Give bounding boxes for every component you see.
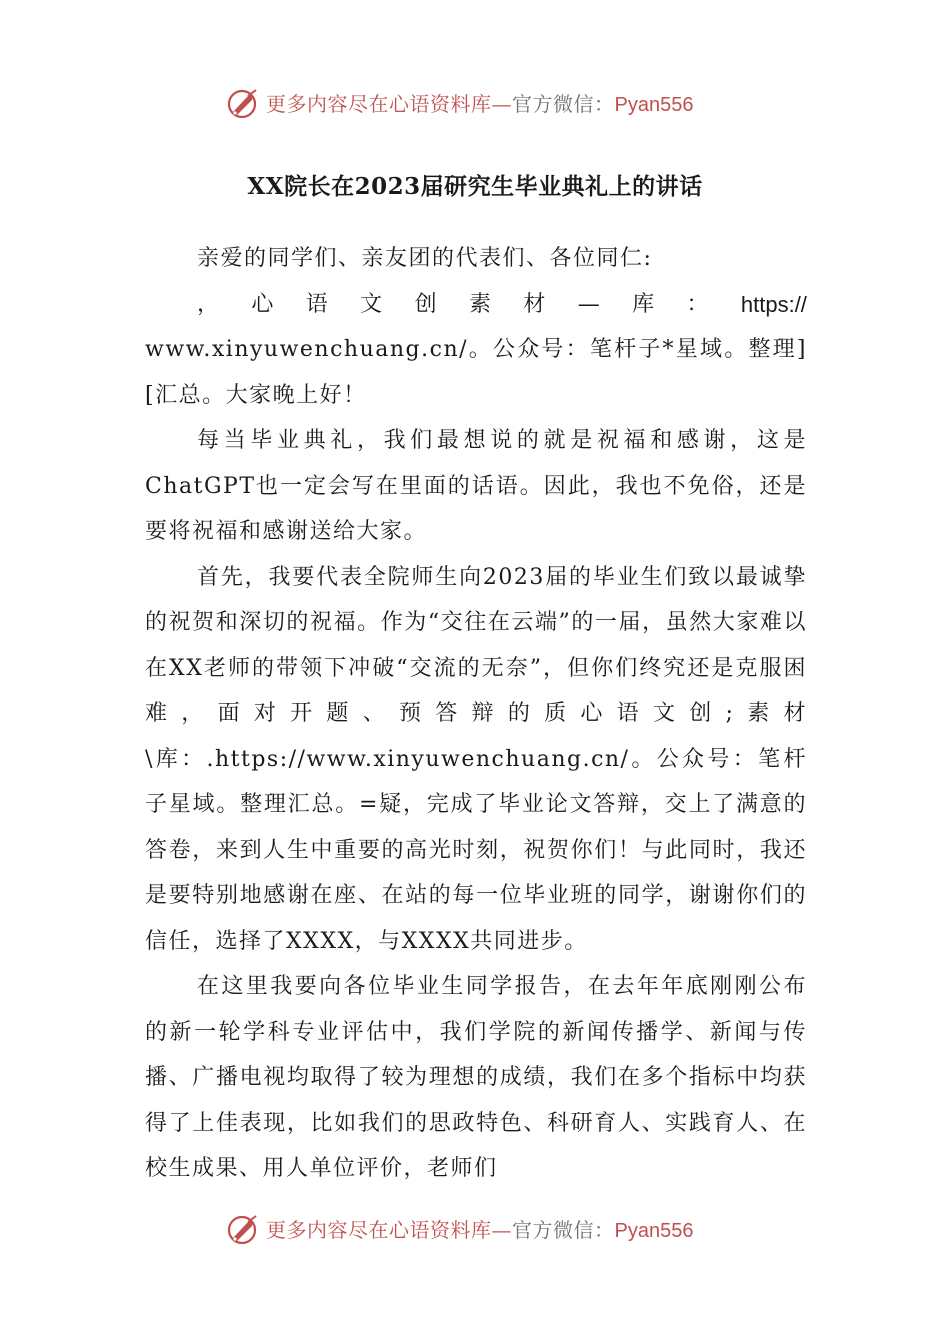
- document-title: XX院长在2023届研究生毕业典礼上的讲话: [247, 173, 703, 200]
- banner-text: [266, 1216, 693, 1245]
- spread-char: 语: [305, 291, 328, 317]
- header-banner: [0, 84, 950, 124]
- spread-char: 材: [523, 291, 546, 317]
- banner-main: 更多内容尽在心语资料库: [266, 92, 492, 116]
- spread-char: ，: [197, 291, 220, 317]
- banner-dash: —: [491, 92, 512, 116]
- pen-logo-icon: [226, 1212, 262, 1248]
- spread-char: 素: [468, 291, 491, 317]
- spread-url-start: https://: [740, 291, 807, 317]
- banner-text: [266, 90, 693, 119]
- pen-logo-icon: [226, 86, 262, 122]
- spread-char: ：: [686, 291, 709, 317]
- banner-wechat-code: Pyan556: [614, 1220, 694, 1242]
- paragraph-2-rest: www.xinyuwenchuang.cn/。公众号：笔杆子*星域。整理][汇总。大家晚上好！: [145, 337, 807, 408]
- paragraph-2-first-line: [145, 282, 807, 328]
- banner-dash: —: [491, 1218, 512, 1242]
- paragraph-greeting: 亲爱的同学们、亲友团的代表们、各位同仁:: [197, 246, 653, 271]
- spread-char: 心: [251, 291, 274, 317]
- spread-char: 文: [360, 291, 383, 317]
- spread-char: 库: [632, 291, 655, 317]
- paragraph-4: 首先，我要代表全院师生向2023届的毕业生们致以最诚挚的祝贺和深切的祝福。作为“交往在云端”的一届，虽然大家难以在XX老师的带领下冲破“交流的无奈”，但你们终究还是克服困难，面对开题、预答辩的质心语文创;素材\库：.https://www.xinyuwenchuang.cn/。公众号：笔杆子星域。整理汇总。=疑，完成了毕业论文答辩，交上了满意的答卷，来到人生中重要的高光时刻，祝贺你们！与此同时，我还是要特别地感谢在座、在站的每一位毕业班的同学，谢谢你们的信任，选择了XXXX，与XXXX共同进步。: [145, 564, 807, 954]
- banner-wechat-label: 官方微信：: [512, 92, 615, 116]
- banner-wechat-label: 官方微信：: [512, 1218, 615, 1242]
- spread-char: 创: [414, 291, 437, 317]
- paragraph-5: 在这里我要向各位毕业生同学报告，在去年年底刚刚公布的新一轮学科专业评估中，我们学院的新闻传播学、新闻与传播、广播电视均取得了较为理想的成绩，我们在多个指标中均获得了上佳表现，比如我们的思政特色、科研育人、实践育人、在校生成果、用人单位评价，老师们: [145, 974, 807, 1181]
- document-body: [145, 236, 807, 1192]
- spread-char: —: [577, 291, 600, 317]
- banner-wechat-code: Pyan556: [614, 94, 694, 116]
- paragraph-3: 每当毕业典礼，我们最想说的就是祝福和感谢，这是ChatGPT也一定会写在里面的话语。因此，我也不免俗，还是要将祝福和感谢送给大家。: [145, 428, 807, 544]
- footer-banner: [0, 1210, 950, 1250]
- banner-main: 更多内容尽在心语资料库: [266, 1218, 492, 1242]
